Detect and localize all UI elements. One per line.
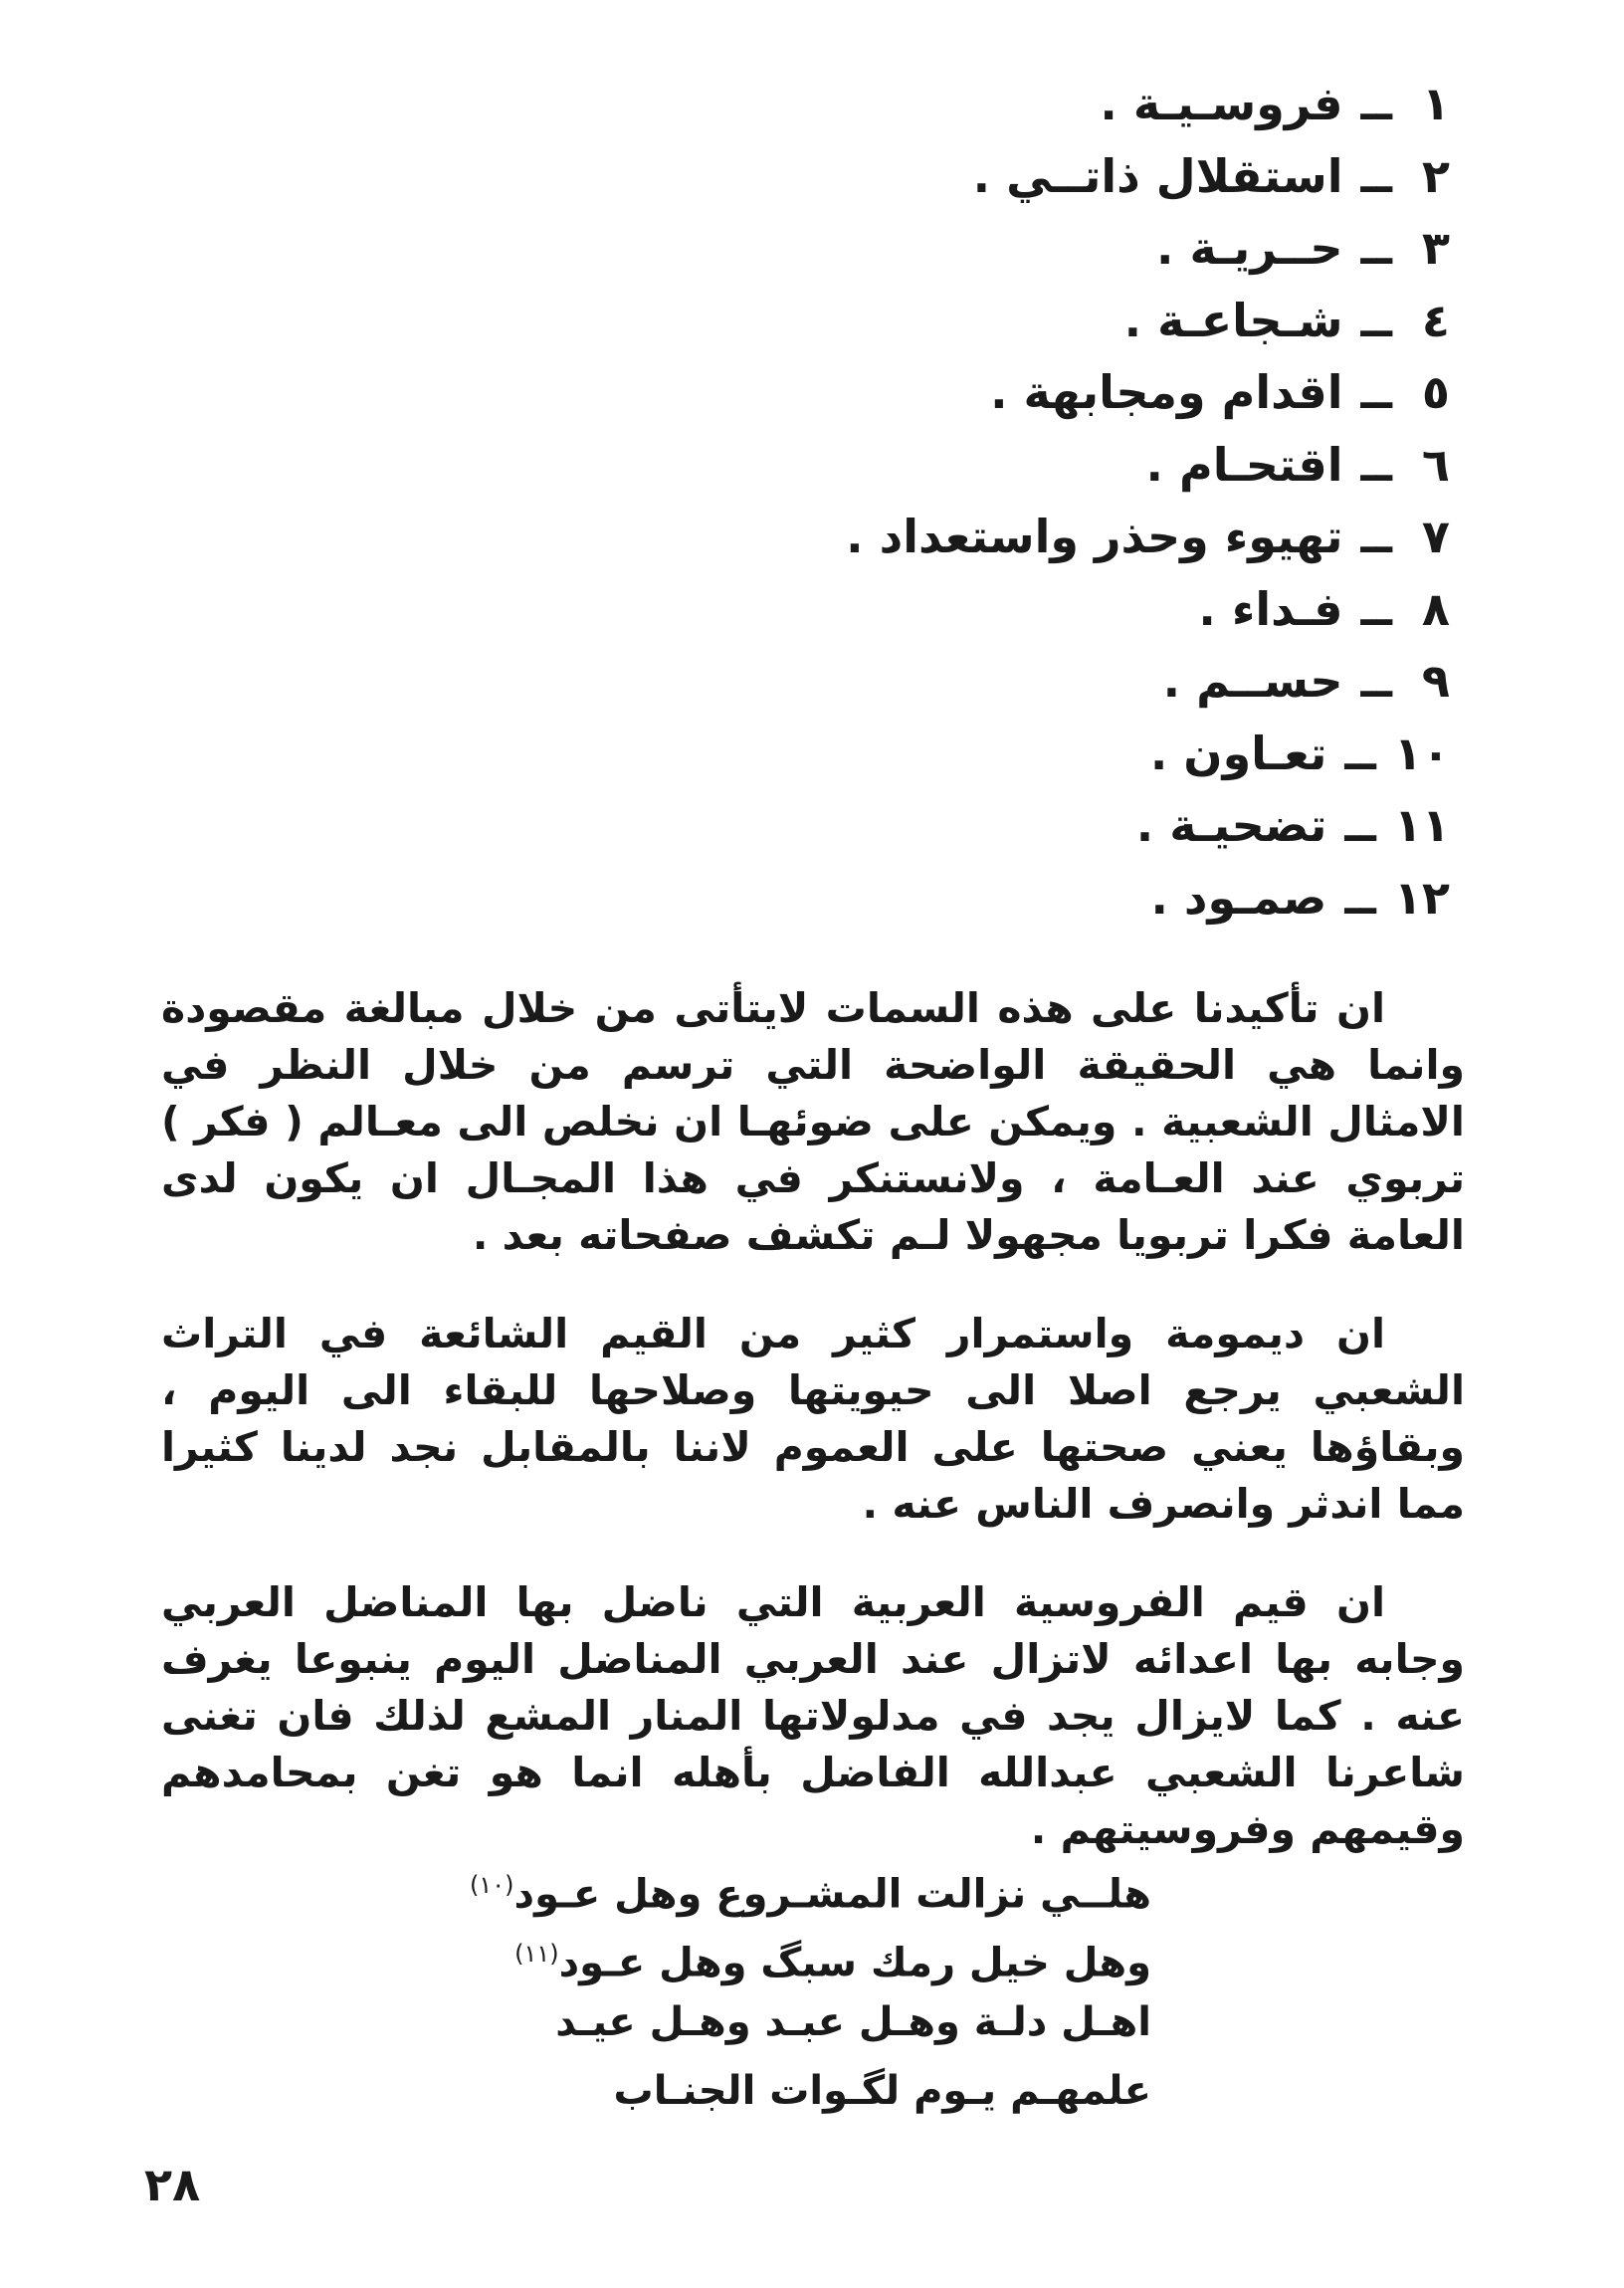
traits-list [753, 68, 1450, 934]
item-number: ٧ [1421, 510, 1450, 563]
poem-verses [455, 1851, 1151, 2126]
item-label: اقتحـام . [1145, 437, 1343, 492]
poem-line-text: علمهـم يـوم لگـوات الجنـاب [613, 2068, 1151, 2114]
paragraph-3: ان قيم الفروسية العربية التي ناضل بها المناضل العربي وجابه بها اعدائه لاتزال عند العربي المناضل اليوم ينبوعا يغرف عنه . كما لايزال يجد في مدلولاتها المنار المشع لذلك فان تغنى شاعرنا الشعبي عبدالله الفاضل بأهله انما هو تغن بمحامدهم وقيمهم وفروسيتهم . [161, 1578, 1465, 1853]
item-label: اقدام ومجابهة . [990, 365, 1343, 419]
item-number: ١٢ [1393, 870, 1450, 925]
item-dash: ــ [1360, 437, 1392, 492]
list-item [753, 573, 1450, 646]
poem-line [455, 2057, 1151, 2126]
item-label: تعـاون . [1149, 726, 1327, 780]
item-number: ٩ [1421, 654, 1450, 708]
list-item [753, 501, 1450, 573]
poem-line [455, 1851, 1151, 1920]
item-dash: ــ [1360, 654, 1392, 708]
poem-line-text: اهـل دلـة وهـل عبـد وهـل عيـد [555, 1999, 1151, 2045]
item-label: حــريـة . [1155, 221, 1343, 275]
item-dash: ــ [1344, 726, 1376, 780]
item-dash: ــ [1360, 77, 1392, 130]
item-number: ٥ [1421, 365, 1450, 419]
item-dash: ــ [1360, 581, 1392, 636]
item-dash: ــ [1344, 798, 1376, 852]
item-dash: ــ [1360, 293, 1392, 347]
item-label: استقلال ذاتــي . [972, 148, 1343, 203]
item-number: ١١ [1393, 798, 1450, 852]
item-number: ١٠ [1393, 726, 1450, 780]
item-label: حســم . [1162, 654, 1343, 708]
footnote-ref: (١٠) [470, 1871, 514, 1899]
footnote-ref: (١١) [514, 1940, 559, 1968]
item-number: ٣ [1421, 221, 1450, 275]
item-number: ٢ [1421, 148, 1450, 203]
list-item [753, 212, 1450, 285]
poem-line [455, 1920, 1151, 1988]
item-dash: ــ [1360, 221, 1392, 275]
list-item [753, 140, 1450, 213]
paragraph-2: ان ديمومة واستمرار كثير من القيم الشائعة في التراث الشعبي يرجع اصلا الى حيويتها وصلاحها للبقاء الى اليوم ، وبقاؤها يعني صحتها على العموم لاننا بالمقابل نجد لدينا كثيرا مما اندثر وانصرف الناس عنه . [161, 1310, 1465, 1528]
item-label: تهيوء وحذر واستعداد . [846, 510, 1343, 563]
page-number: ٢٨ [144, 2158, 201, 2211]
list-item [753, 645, 1450, 718]
list-item [753, 285, 1450, 357]
list-item [753, 789, 1450, 862]
item-dash: ــ [1360, 510, 1392, 563]
poem-line-text: هلــي نزالت المشـروع وهل عـود [513, 1871, 1151, 1918]
item-number: ١ [1421, 77, 1450, 130]
item-number: ٨ [1421, 581, 1450, 636]
list-item [753, 862, 1450, 935]
item-label: تضحيـة . [1135, 798, 1327, 852]
body-text [161, 980, 1465, 1900]
item-number: ٤ [1421, 293, 1450, 347]
item-label: فروسـيـة . [1100, 77, 1343, 130]
item-dash: ــ [1344, 870, 1376, 925]
list-item [753, 356, 1450, 429]
list-item [753, 718, 1450, 790]
item-label: شـجاعـة . [1123, 293, 1343, 347]
item-dash: ــ [1360, 148, 1392, 203]
poem-line [455, 1988, 1151, 2057]
item-label: فـداء . [1198, 581, 1343, 636]
list-item [753, 68, 1450, 140]
item-number: ٦ [1421, 437, 1450, 492]
poem-line-text: وهل خيل رمك سبگ وهل عـود [558, 1940, 1151, 1986]
item-dash: ــ [1360, 365, 1392, 419]
item-label: صمـود . [1150, 870, 1327, 925]
paragraph-1: ان تأكيدنا على هذه السمات لايتأتى من خلال مبالغة مقصودة وانما هي الحقيقة الواضحة التي ترسم من خلال النظر في الامثال الشعبية . ويمكن على ضوئهـا ان نخلص الى معـالم ( فكر ) تربوي عند العـامة ، ولانستنكر في هذا المجـال ان يكون لدى العامة فكرا تربويا مجهولا لـم تكشف صفحاته بعد . [161, 984, 1465, 1259]
list-item [753, 429, 1450, 502]
